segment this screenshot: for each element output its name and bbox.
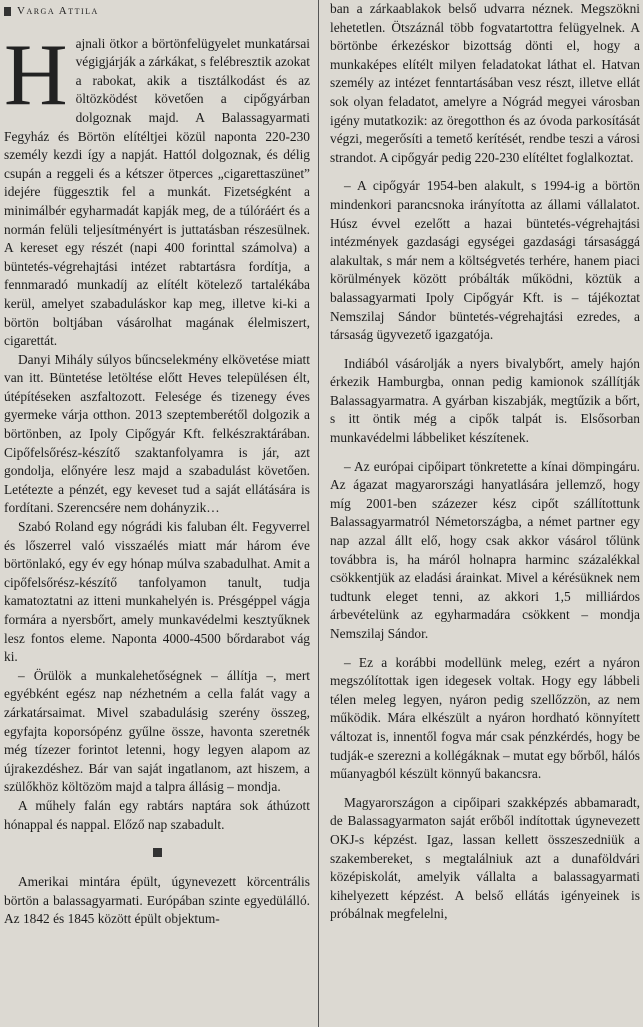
paragraph-training: Magyarországon a cipőipari szakképzés abbamaradt, de Balassagyarmaton saját erőből indítottak úgynevezett OKJ-s képzést. Igaz, lassan kellett összeszedniük a szakembereket, s megtalálniuk azt a dunaföldvári középiskolát, amelyik vállalta a balassagyarmati kihelyezett képzést. A belső ellátás igényeinek is próbálnak megfelelni, [330, 794, 640, 922]
left-column [4, 0, 310, 1027]
paragraph-model: – Ez a korábbi modellünk meleg, ezért a nyáron megszólítottak igen idegesek voltak. Hogy egy lábbeli télen meleg legyen, nyáron pedig szellőzzön, az nem működik. Mára elkészült a nyáron hordható könnyített változat is, innentől fogva már csak pénzkérdés, hogy be tudják-e szerezni a kollégáknak – mutat egy bőrből, hálós műanyagból készült könnyű bakancsra. [330, 654, 640, 782]
author-name: Varga Attila [17, 5, 99, 17]
section-separator-icon [153, 848, 162, 857]
dropcap: H [4, 26, 68, 124]
paragraph-szabo: Szabó Roland egy nógrádi kis faluban élt. Fegyverrel és lőszerrel való visszaélés miatt már három éve börtönlakó, egy év egy hónap múlva szabadulhat. Amit a cipőfelsőrész-készítő tanfolyamon tanult, tudja kamatoztatni az itteni munkahelyén is. Présgéppel vágja formára a nyersbőrt, amely munkavédelmi kesztyűknek lesz fontos eleme. Naponta 4000-4500 bőrdarabot vág ki. [4, 519, 310, 665]
byline [4, 2, 310, 21]
right-column [330, 0, 640, 1027]
byline-square-icon [4, 7, 11, 16]
paragraph-buffalo-leather: Indiából vásárolják a nyers bivalybőrt, amely hajón érkezik Hamburgba, onnan pedig kamionok szállítják Balassagyarmatra. A gyárban kiszabják, megtűzik a bőrt, s itt öntik még a cipők talpát is. Elsősorban munkavédelmi lábbeliket készítenek. [330, 355, 640, 446]
paragraph-prison: Amerikai mintára épült, úgynevezett körcentrális börtön a balassagyarmati. Európában szinte egyedülálló. Az 1842 és 1845 között épült objektum- [4, 874, 310, 927]
paragraph-calendar: A műhely falán egy rabtárs naptára sok áthúzott hónappal és nappal. Előző nap szabadult. [4, 797, 310, 832]
column-divider [318, 0, 319, 1027]
paragraph-factory-history: – A cipőgyár 1954-ben alakult, s 1994-ig a börtön mindenkori parancsnoka irányította az állami vállalatot. Húsz évvel ezelőtt a hazai büntetés-végrehajtási intézmények gazdasági egységei gazdasági társasággá alakultak, s már nem a költségvetés terhére, hanem piaci körülmények között próbálták működni, köztük a balassagyarmati Ipoly Cipőgyár Kft. is – tájékoztat Nemszilaj Sándor büntetés-végrehajtási ezredes, a társaság ügyvezető igazgatója. [330, 178, 640, 343]
paragraph-dumping: – Az európai cipőipart tönkretette a kínai dömpingáru. Az ágazat magyarországi hanyatlására jellemző, hogy míg 2001-ben százezer kész cipőt szállítottunk Balassagyarmatról Németországba, a német partner egy nap azzal állt elő, hogy csak akkor vásárol tőlünk továbbra is, ha máról holnapra harminc százalékkal csökkentjük az eladási árainkat. Mivel a kérésüknek nem tudtunk eleget tenni, az akkori 1,5 milliárdos árbevételünk az egyharmadára csökkent – mondja Nemszilaj Sándor. [330, 458, 640, 641]
paragraph-continuation: ban a zárkaablakok belső udvarra néznek. Megszökni lehetetlen. Ötszáznál több fogvatartottra felügyelnek. A börtönbe érkezéskor bizottság dönti el, hogy a munkaképes elítélt milyen feladatokat láthat el. Hatvan személy az intézet fenntartásában vesz részt, illetve ellát sok olyan feladatot, amelyre a Nógrád megyei városban igény mutatkozik: az öregotthon és az óvoda parkosítását végzi, megerősíti a temető kerítését, rendbe teszi a városi strandot. A cipőgyár pedig 220-230 elítéltet foglalkoztat. [330, 1, 640, 165]
paragraph-intro: Hajnali ötkor a börtönfelügyelet munkatársai végigjárják a zárkákat, s felébresztik azokat a rabokat, akik a tisztálkodást és az öltözködést követően a cipőgyárban dolgoznak majd. A Balassagyarmati Fegyház és Börtön elítéltjei közül naponta 220-230 személy kezdi így a napját. Hattól dolgoznak, és délig csupán a reggeli és a kétszer ötperces „cigarettaszünet” idejére függesztik fel a munkát. Fizetségként a minimálbér egyharmadát kapják meg, de a túlóráért és a normán felüli teljesítményért is juttatásban részesülnek. A kereset egy részét (napi 400 forinttal számolva) a büntetés-végrehajtási intézet rabtartásra fordítja, a fennmaradó munkadíj az elítélt kötelező tartalékába kerül, amelyet szabaduláskor kap meg, illetve ki-ki a börtön boltjában vásárolhat magának élelmiszert, cigarettát. [4, 26, 310, 349]
paragraph-quote: – Örülök a munkalehetőségnek – állítja –, mert egyébként egész nap nézhetném a cella falát vagy a zárkatársaimat. Mivel szabadulásig szerény összeg, egyfajta koporsópénz gyűlne össze, havonta szeretnék még tízezer forintot letenni, hogy legyen alapom az újrakezdéshez. Bár van saját ingatlanom, azt hiszem, a szülőkhöz költözöm majd a talpra állásig – mondja. [4, 667, 310, 795]
paragraph-danyi: Danyi Mihály súlyos bűncselekmény elkövetése miatt van itt. Büntetése letöltése előtt Heves településen élt, útépítéseken aszfaltozott. Felesége és tizenegy éves gyermeke várja otthon. 2013 szeptemberétől dolgozik a börtönben, az Ipoly Cipőgyár Kft. felkészraktárában. Cipőfelsőrész-készítő szaktanfolyamra is jár, azt gondolja, előnyére lesz majd a szabadulást követően. Letétezte a pénzét, egy keveset tud a saját ellátására is fordítani. Szerencsére nem dohányzik… [4, 351, 310, 516]
